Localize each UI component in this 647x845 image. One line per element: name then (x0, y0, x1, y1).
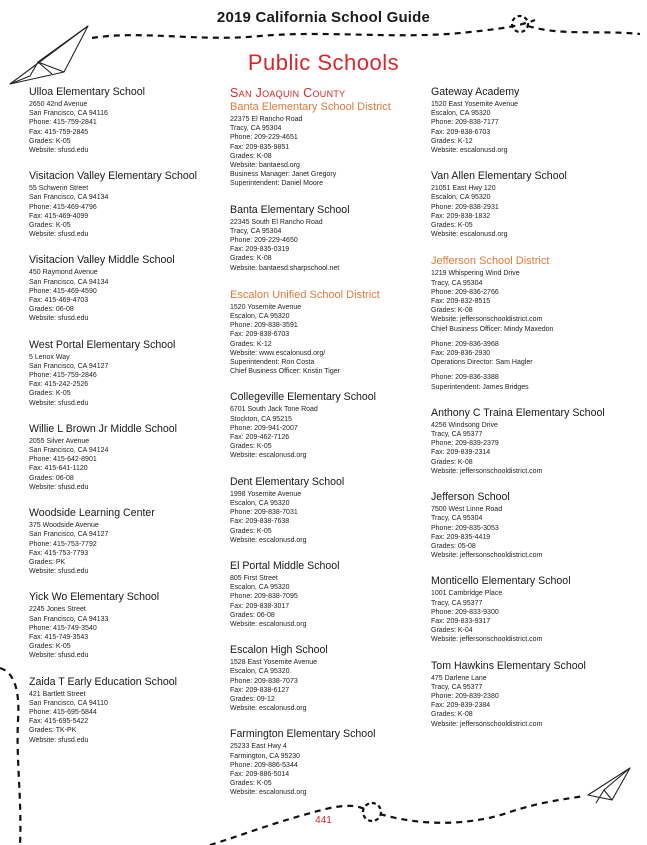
detail-line: Phone: 209-941-2007 (230, 424, 298, 432)
detail-line: Website: bantaesd.sharpschool.net (230, 264, 340, 272)
detail-line: Fax: 209-886-5014 (230, 770, 290, 778)
detail-line: Website: jeffersonschooldistrict.com (431, 316, 543, 324)
detail-line: Escalon, CA 95320 (230, 499, 290, 507)
district-entry (230, 288, 425, 377)
detail-line: Phone: 209-836-3388 (431, 374, 499, 382)
detail-line: Website: sfusd.edu (29, 483, 89, 491)
detail-line: Grades: K-08 (230, 152, 272, 160)
school-name: Escalon High School (230, 644, 328, 657)
detail-line: Website: jeffersonschooldistrict.com (431, 636, 543, 644)
detail-line: Fax: 209-835-9851 (230, 143, 290, 151)
detail-line: Fax: 209-838-7638 (230, 518, 290, 526)
detail-line: Grades: K-08 (431, 458, 473, 466)
detail-line: Superintendent: James Bridges (431, 383, 529, 391)
school-name: Jefferson School (431, 491, 510, 504)
school-name: Zaida T Early Education School (29, 675, 178, 688)
detail-line: Grades: K-05 (29, 137, 71, 145)
detail-line: Grades: K-05 (230, 443, 272, 451)
detail-line: 475 Darlene Lane (431, 674, 487, 682)
detail-line: Fax: 209-838-6127 (230, 686, 290, 694)
detail-line: Phone: 415-753-7792 (29, 540, 97, 548)
school-name: Woodside Learning Center (29, 507, 155, 520)
detail-line: Fax: 209-835-4419 (431, 533, 491, 541)
detail-line: Grades: 09-12 (230, 695, 275, 703)
detail-line: Phone: 209-838-2931 (431, 203, 499, 211)
detail-line: Website: sfusd.edu (29, 147, 89, 155)
detail-line: Phone: 209-886-5344 (230, 761, 298, 769)
school-name: Gateway Academy (431, 86, 520, 98)
detail-line: Tracy, CA 95304 (230, 125, 282, 133)
detail-line: Escalon, CA 95320 (230, 584, 290, 592)
school-name: Visitacion Valley Middle School (29, 254, 175, 267)
detail-line: Escalon, CA 95320 (431, 110, 491, 118)
detail-line: 1528 East Yosemite Avenue (230, 659, 318, 667)
county-heading: San Joaquin County (230, 86, 346, 100)
school-entry (230, 728, 425, 797)
school-name: Monticello Elementary School (431, 575, 571, 588)
page-number: 441 (315, 815, 332, 826)
detail-line: Fax: 209-839-2384 (431, 702, 491, 710)
detail-line: 1001 Cambridge Place (431, 590, 503, 598)
detail-line: San Francisco, CA 94134 (29, 278, 109, 286)
detail-line: Website: escalonusd.org (431, 147, 508, 155)
detail-line: Fax: 209-833-9317 (431, 617, 491, 625)
detail-line: Fax: 209-835-0319 (230, 246, 290, 254)
detail-line: Phone: 415-759-2846 (29, 372, 97, 380)
detail-line: Website: sfusd.edu (29, 399, 89, 407)
detail-line: Grades: 06-08 (29, 474, 74, 482)
detail-line: Website: sfusd.edu (29, 231, 89, 239)
school-entry (431, 407, 641, 476)
detail-line: 421 Bartlett Street (29, 690, 86, 698)
detail-line: Fax: 209-832-8515 (431, 298, 491, 306)
detail-line: Fax: 415-242-2526 (29, 381, 89, 389)
detail-line: Website: jeffersonschooldistrict.com (431, 552, 543, 560)
detail-line: Grades: K-05 (431, 222, 473, 230)
detail-line: Website: sfusd.edu (29, 315, 89, 323)
detail-line: Grades: TK-PK (29, 727, 77, 735)
detail-line: Phone: 209-229-4651 (230, 134, 298, 142)
detail-line: Superintendent: Ron Costa (230, 359, 315, 367)
detail-line: Phone: 209-836-2766 (431, 288, 499, 296)
detail-line: Phone: 415-749-3540 (29, 624, 97, 632)
detail-line: Phone: 415-695-5844 (29, 708, 97, 716)
detail-line: San Francisco, CA 94127 (29, 362, 109, 370)
detail-line: Fax: 415-695-5422 (29, 718, 89, 726)
detail-line: Escalon, CA 95320 (431, 194, 491, 202)
detail-line: Grades: PK (29, 558, 66, 566)
school-name: Banta Elementary School (230, 203, 350, 216)
detail-line: 55 Schwerin Street (29, 185, 89, 193)
district-name: Jefferson School District (431, 255, 550, 268)
detail-line: Grades: K-04 (431, 627, 473, 635)
detail-line: Grades: K-05 (29, 390, 71, 398)
school-entry (431, 86, 641, 155)
detail-line: 2245 Jones Street (29, 606, 86, 614)
detail-line: Fax: 415-641-1120 (29, 465, 88, 473)
detail-line: 1998 Yosemite Avenue (230, 490, 302, 498)
detail-line: Grades: K-12 (230, 340, 272, 348)
detail-line: Fax: 209-839-2314 (431, 449, 491, 457)
detail-line: Stockton, CA 95215 (230, 415, 292, 423)
column-3 (431, 86, 641, 744)
detail-line: Website: escalonusd.org (230, 705, 307, 713)
detail-line: Superintendent: Daniel Moore (230, 180, 324, 188)
school-entry (431, 491, 641, 560)
school-entry (230, 560, 425, 629)
column-2 (230, 86, 425, 813)
detail-line: Grades: K-05 (29, 643, 71, 651)
detail-line: Website: escalonusd.org (230, 536, 307, 544)
detail-line: Grades: K-12 (431, 137, 473, 145)
detail-line: Phone: 415-642-8901 (29, 456, 97, 464)
school-entry (431, 660, 641, 729)
detail-line: Website: escalonusd.org (230, 620, 307, 628)
detail-line: Fax: 415-753-7793 (29, 549, 89, 557)
detail-line: Grades: K-05 (29, 222, 71, 230)
detail-line: Operations Director: Sam Hagler (431, 359, 533, 367)
detail-line: 375 Woodside Avenue (29, 522, 99, 530)
detail-line: Phone: 209-838-3591 (230, 322, 298, 330)
detail-line: San Francisco, CA 94134 (29, 194, 109, 202)
school-name: Ulloa Elementary School (29, 86, 145, 98)
detail-line: 22345 South El Rancho Road (230, 218, 323, 226)
detail-line: Website: escalonusd.org (230, 789, 307, 797)
detail-line: Grades: K-08 (230, 255, 272, 263)
detail-line: Fax: 415-469-4099 (29, 212, 89, 220)
detail-line: 450 Raymond Avenue (29, 269, 98, 277)
detail-line: Fax: 209-836-2930 (431, 350, 491, 358)
school-name: Yick Wo Elementary School (29, 591, 160, 604)
detail-line: Website: www.escalonusd.org/ (230, 349, 326, 357)
detail-line: Website: jeffersonschooldistrict.com (431, 720, 543, 728)
detail-line: Phone: 209-838-7095 (230, 593, 298, 601)
school-entry (29, 86, 224, 155)
detail-line: Fax: 209-462-7126 (230, 434, 290, 442)
detail-line: Website: bantaesd.org (230, 162, 300, 170)
detail-line: Phone: 415-469-4590 (29, 287, 97, 295)
school-entry (29, 254, 224, 323)
school-name: Willie L Brown Jr Middle School (29, 422, 177, 435)
school-name: Collegeville Elementary School (230, 391, 377, 404)
district-name: Banta Elementary School District (230, 101, 391, 113)
district-entry (431, 254, 641, 391)
school-entry (29, 170, 224, 239)
detail-line: Phone: 209-839-2379 (431, 440, 499, 448)
detail-line: Farmington, CA 95230 (230, 752, 301, 760)
school-entry (29, 676, 224, 745)
detail-line: 21051 East Hwy 120 (431, 185, 496, 193)
detail-line: 805 First Street (230, 574, 278, 582)
detail-line: 25233 East Hwy 4 (230, 743, 287, 751)
detail-line: San Francisco, CA 94110 (29, 699, 108, 707)
detail-line: Tracy, CA 95304 (431, 515, 483, 523)
school-entry (230, 391, 425, 460)
detail-line: Website: sfusd.edu (29, 652, 89, 660)
detail-line: Tracy, CA 95377 (431, 431, 483, 439)
school-entry (230, 204, 425, 273)
detail-line: Tracy, CA 95304 (431, 279, 483, 287)
detail-line: Website: escalonusd.org (230, 452, 307, 460)
detail-line: Grades: 05-08 (431, 542, 476, 550)
paper-airplane-icon (588, 768, 630, 803)
school-entry (230, 476, 425, 545)
detail-line: Phone: 415-759-2841 (29, 119, 97, 127)
guide-title: 2019 California School Guide (216, 9, 431, 26)
detail-line: Tracy, CA 95377 (431, 683, 483, 691)
school-entry (431, 170, 641, 239)
section-title: Public Schools (247, 50, 400, 75)
detail-line: San Francisco, CA 94127 (29, 531, 109, 539)
detail-line: Tracy, CA 95304 (230, 227, 282, 235)
detail-line: 1219 Whispering Wind Drive (431, 270, 520, 278)
detail-line: Fax: 415-759-2845 (29, 128, 89, 136)
detail-line: Phone: 209-839-2380 (431, 692, 499, 700)
detail-line: Grades: K-08 (431, 307, 473, 315)
detail-line: Chief Business Officer: Kristin Tiger (230, 368, 340, 376)
school-name: Farmington Elementary School (230, 728, 376, 741)
school-name: Tom Hawkins Elementary School (431, 659, 586, 672)
school-entry (230, 644, 425, 713)
detail-line: Phone: 209-835-3053 (431, 524, 499, 532)
detail-line: Phone: 209-838-7177 (431, 119, 499, 127)
school-entry (29, 507, 224, 576)
district-name: Escalon Unified School District (230, 288, 380, 301)
detail-line: 4256 Windsong Drive (431, 421, 498, 429)
school-entry (431, 575, 641, 644)
detail-line: Grades: 06-08 (29, 306, 74, 314)
detail-line: 2055 Silver Avenue (29, 437, 90, 445)
detail-line: 1520 East Yosemite Avenue (431, 101, 519, 108)
school-name: Anthony C Traina Elementary School (431, 406, 605, 419)
detail-line: Escalon, CA 95320 (230, 313, 290, 321)
detail-line: 6701 South Jack Tone Road (230, 406, 318, 414)
detail-line: San Francisco, CA 94116 (29, 110, 108, 118)
school-entry (29, 423, 224, 492)
detail-line: Website: sfusd.edu (29, 568, 89, 576)
detail-line: 2650 42nd Avenue (29, 101, 88, 108)
school-name: El Portal Middle School (230, 559, 340, 572)
detail-line: Phone: 209-833-9300 (431, 608, 499, 616)
detail-line: San Francisco, CA 94133 (29, 615, 109, 623)
school-name: West Portal Elementary School (29, 338, 176, 351)
detail-line: Website: jeffersonschooldistrict.com (431, 467, 543, 475)
detail-line: 1520 Yosemite Avenue (230, 303, 302, 311)
column-1 (29, 86, 224, 760)
detail-line: Fax: 209-838-3017 (230, 602, 290, 610)
detail-line: Escalon, CA 95320 (230, 668, 290, 676)
detail-line: Phone: 209-229-4650 (230, 237, 298, 245)
detail-line: Website: escalonusd.org (431, 231, 508, 239)
detail-line: Business Manager: Janet Gregory (230, 171, 337, 179)
detail-line: Fax: 415-469-4703 (29, 297, 89, 305)
detail-line: Fax: 209-838-1832 (431, 212, 491, 220)
school-entry (29, 339, 224, 408)
school-name: Dent Elementary School (230, 475, 345, 488)
school-entry (29, 591, 224, 660)
detail-line: Grades: K-08 (431, 711, 473, 719)
detail-line: Website: sfusd.edu (29, 736, 89, 744)
detail-line: Phone: 209-838-7073 (230, 677, 298, 685)
detail-line: San Francisco, CA 94124 (29, 447, 109, 455)
detail-line: 7500 West Linne Road (431, 506, 503, 514)
detail-line: Grades: 06-08 (230, 611, 275, 619)
school-name: Van Allen Elementary School (431, 170, 567, 183)
detail-line: Tracy, CA 95377 (431, 599, 483, 607)
detail-line: 5 Lenox Way (29, 353, 70, 361)
detail-line: Phone: 209-838-7031 (230, 509, 298, 517)
detail-line: Grades: K-05 (230, 780, 272, 788)
detail-line: Chief Business Officer: Mindy Maxedon (431, 325, 554, 333)
detail-line: Fax: 209-838-6703 (230, 331, 290, 339)
detail-line: Fax: 415-749-3543 (29, 633, 89, 641)
detail-line: Phone: 415-469-4796 (29, 203, 97, 211)
school-name: Visitacion Valley Elementary School (29, 170, 198, 183)
detail-line: Phone: 209-836-3968 (431, 340, 499, 348)
detail-line: Grades: K-05 (230, 527, 272, 535)
detail-line: Fax: 209-838-6703 (431, 128, 491, 136)
detail-line: 22375 El Rancho Road (230, 116, 303, 123)
district-entry (230, 100, 425, 189)
